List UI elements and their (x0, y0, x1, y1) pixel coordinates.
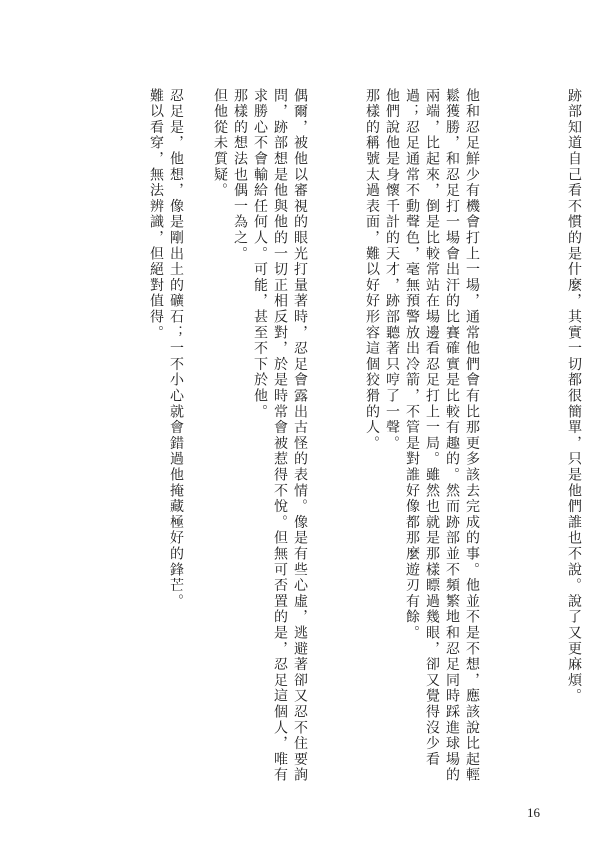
paragraph-6: 那樣的想法也偶一為之。 (232, 88, 248, 262)
paragraph-group-tennis (362, 88, 482, 788)
paragraph-group-ore (146, 88, 186, 788)
paragraph-1: 跡部知道自己看不慣的是什麼，其實一切都很簡單，只是他們誰也不說。說了又更麻煩。 (566, 88, 582, 705)
paragraph-2: 他和忍足鮮少有機會打上一場，通常他們會有比那更多該去完成的事。他並不是不想，應該說比起輕鬆獲勝，和忍足打一場會出汗的比賽確實是比較有趣的。然而跡部並不頻繁地和忍足同時踩進球場的兩端，比起來，倒是比較常站在場邊看忍足打上一局。雖然也就是那樣瞟過幾眼，卻又覺得沒少看過；忍足通常不動聲色，毫無預警放出冷箭，不管是對誰好像都那麼遊刃有餘。 (404, 88, 480, 784)
paragraph-group-gaze (210, 88, 310, 788)
paragraph-7: 但他從未質疑。 (212, 88, 228, 199)
page-number: 16 (527, 805, 540, 820)
paragraph-9: 難以看穿，無法辨識，但絕對值得。 (148, 88, 164, 341)
paragraph-4: 那樣的稱號太過表面，難以好好形容這個狡猾的人。 (364, 88, 380, 452)
paragraph-3: 他們說他是身懷千計的天才，跡部聽著只哼了一聲。 (384, 88, 400, 452)
paragraph-5: 偶爾，被他以審視的眼光打量著時，忍足會露出古怪的表情。像是有些心虛，逃避著卻又忍不住要詢問，跡部想是他與他的一切正相反對，於是時常會被惹得不悅。但無可否置的是，忍足這個人，唯有求勝心不會輸給任何人。可能，甚至不下於他。 (252, 88, 308, 784)
paragraph-group-opening (564, 88, 584, 788)
paragraph-8: 忍足是，他想，像是剛出土的礦石；一不小心就會錯過他掩藏極好的鋒芒。 (168, 88, 184, 610)
